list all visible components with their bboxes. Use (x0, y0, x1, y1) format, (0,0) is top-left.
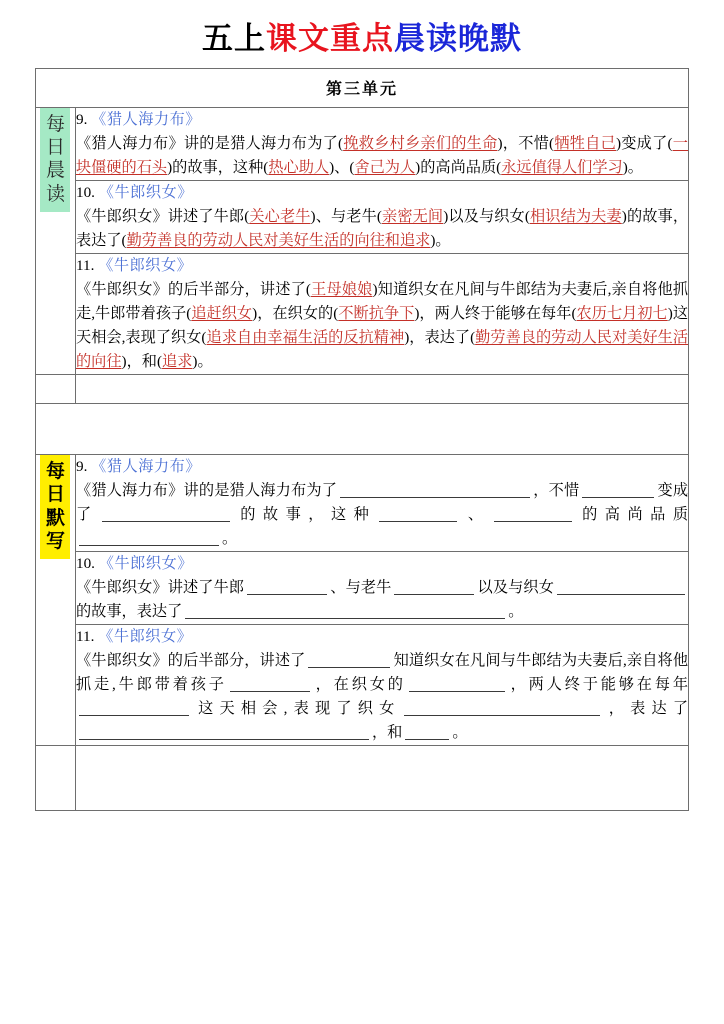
body-text: )、( (329, 159, 355, 177)
lesson-body (76, 205, 688, 253)
worksheet-table (35, 68, 689, 811)
answer-blank[interactable] (230, 676, 310, 692)
body-text: )。 (622, 159, 643, 177)
body-text: )。 (430, 232, 451, 250)
body-text: )的故事，这种( (167, 159, 269, 177)
section-label-morning-reading (35, 108, 75, 375)
body-text: )，不惜( (497, 135, 555, 153)
body-text: 。 (221, 530, 238, 548)
body-text: 《牛郎织女》的后半部分，讲述了 (75, 652, 306, 670)
body-text: )，两人终于能够在每年( (414, 305, 577, 323)
lesson-title[interactable]: 《牛郎织女》 (98, 555, 193, 573)
lesson-body (76, 479, 688, 551)
lesson-number: 11. (75, 628, 95, 646)
body-text: )以及与织女( (443, 208, 530, 226)
lesson-heading (76, 181, 688, 205)
page-title-part3: 晨读晚默 (394, 21, 522, 56)
answer-text: 追赶织女 (191, 305, 253, 323)
body-text: 、 (460, 506, 491, 524)
answer-blank[interactable] (394, 579, 474, 595)
answer-text: 挽救乡村乡亲们的生命 (343, 135, 498, 153)
body-text: 。 (452, 724, 468, 742)
section-body (75, 455, 688, 746)
page-title-part1: 五上 (202, 21, 266, 56)
lesson-block (76, 181, 688, 254)
body-text: )，和( (121, 353, 163, 371)
body-text: )的故事，表达了( (75, 208, 689, 250)
answer-text: 亲密无间 (381, 208, 444, 226)
answer-text: 勤劳善良的劳动人民对美好生活的向往和追求 (126, 232, 431, 250)
body-text: ，表达了 (602, 700, 689, 718)
lesson-heading (76, 254, 688, 278)
answer-text: 关心老牛 (249, 208, 311, 226)
body-text: 以及与织女 (477, 579, 555, 597)
lesson-block (76, 108, 688, 181)
answer-blank[interactable] (340, 482, 530, 498)
lesson-block (76, 254, 688, 375)
answer-blank[interactable] (409, 676, 505, 692)
answer-text: 牺牲自己 (554, 135, 616, 153)
answer-blank[interactable] (494, 506, 572, 522)
lesson-heading (76, 108, 688, 132)
lesson-number: 11. (75, 257, 95, 275)
spacer-cell (35, 746, 75, 811)
body-text: 的高尚品质 (574, 506, 689, 524)
lesson-block (76, 552, 688, 625)
body-text: ，不惜 (533, 482, 580, 500)
body-text: 。 (508, 603, 524, 621)
answer-text: 永远值得人们学习 (501, 159, 623, 177)
body-text: 的故事，这种 (232, 506, 377, 524)
answer-text: 追求 (162, 353, 193, 371)
answer-blank[interactable] (102, 506, 230, 522)
body-text: 知道织女在凡间与牛郎结为夫妻后,亲自将他抓走,牛郎带着孩子 (75, 652, 689, 694)
answer-blank[interactable] (79, 700, 189, 716)
lesson-number: 10. (75, 184, 95, 202)
section-body (75, 108, 688, 375)
answer-text: 王母娘娘 (310, 281, 373, 299)
body-text: 《猎人海力布》讲的是猎人海力布为了 (75, 482, 338, 500)
body-text: 《牛郎织女》讲述了牛郎( (75, 208, 250, 226)
body-text: )的高尚品质( (415, 159, 502, 177)
section-label-text: 每日默写 (40, 455, 70, 559)
lesson-heading (76, 455, 688, 479)
answer-text: 不断抗争下 (338, 305, 415, 323)
answer-blank[interactable] (405, 724, 449, 740)
answer-text: 一块僵硬的石头 (75, 135, 688, 177)
section-label-daily-dictation (35, 455, 75, 746)
body-text: )、与老牛( (310, 208, 382, 226)
lesson-block (76, 625, 688, 746)
lesson-body (76, 649, 688, 745)
answer-blank[interactable] (185, 603, 505, 619)
body-text: 《牛郎织女》讲述了牛郎 (75, 579, 245, 597)
page-title (0, 0, 724, 68)
page-title-part2: 课文重点 (266, 21, 394, 56)
lesson-title[interactable]: 《猎人海力布》 (91, 111, 201, 129)
answer-text: 相识结为夫妻 (529, 208, 622, 226)
body-text: 的故事，表达了 (75, 603, 183, 621)
body-text: 《猎人海力布》讲的是猎人海力布为了( (75, 135, 344, 153)
answer-blank[interactable] (404, 700, 600, 716)
answer-text: 舍己为人 (354, 159, 416, 177)
answer-blank[interactable] (582, 482, 654, 498)
lesson-body (76, 278, 688, 374)
lesson-heading (76, 625, 688, 649)
body-text: )，在织女的( (252, 305, 339, 323)
lesson-title[interactable]: 《牛郎织女》 (98, 184, 193, 202)
body-text: 、与老牛 (330, 579, 392, 597)
body-text: ，两人终于能够在每年 (507, 676, 689, 694)
answer-text: 勤劳善良的劳动人民对美好生活的向往 (75, 329, 689, 371)
answer-blank[interactable] (247, 579, 327, 595)
section-divider-row (35, 404, 688, 455)
body-text: )变成了( (615, 135, 673, 153)
lesson-block (76, 455, 688, 552)
answer-blank[interactable] (379, 506, 457, 522)
body-text: 《牛郎织女》的后半部分，讲述了( (75, 281, 311, 299)
body-text: )。 (192, 353, 213, 371)
lesson-title[interactable]: 《猎人海力布》 (91, 458, 201, 476)
spacer-cell (75, 375, 688, 404)
unit-header: 第三单元 (35, 69, 688, 108)
body-text: 这天相会,表现了织女 (191, 700, 401, 718)
answer-blank[interactable] (557, 579, 685, 595)
lesson-number: 9. (75, 111, 88, 129)
lesson-title[interactable]: 《牛郎织女》 (98, 257, 193, 275)
body-text: )知道织女在凡间与牛郎结为夫妻后,亲自将他抓走,牛郎带着孩子( (75, 281, 689, 323)
answer-text: 农历七月初七 (576, 305, 668, 323)
lesson-body (76, 576, 688, 624)
body-text: )，表达了( (404, 329, 476, 347)
section-label-text: 每日晨读 (40, 108, 70, 212)
lesson-body (76, 132, 688, 180)
answer-text: 追求自由幸福生活的反抗精神 (206, 329, 405, 347)
spacer-cell (35, 375, 75, 404)
body-text: ，和 (371, 724, 403, 742)
answer-text: 热心助人 (268, 159, 330, 177)
body-text: ，在织女的 (312, 676, 406, 694)
lesson-number: 10. (75, 555, 95, 573)
spacer-cell (75, 746, 688, 811)
lesson-number: 9. (75, 458, 88, 476)
answer-blank[interactable] (79, 724, 369, 740)
lesson-heading (76, 552, 688, 576)
lesson-title[interactable]: 《牛郎织女》 (98, 628, 193, 646)
body-text: 变成了 (75, 482, 689, 524)
answer-blank[interactable] (79, 530, 219, 546)
answer-blank[interactable] (308, 652, 390, 668)
body-text: )这天相会,表现了织女( (75, 305, 689, 347)
